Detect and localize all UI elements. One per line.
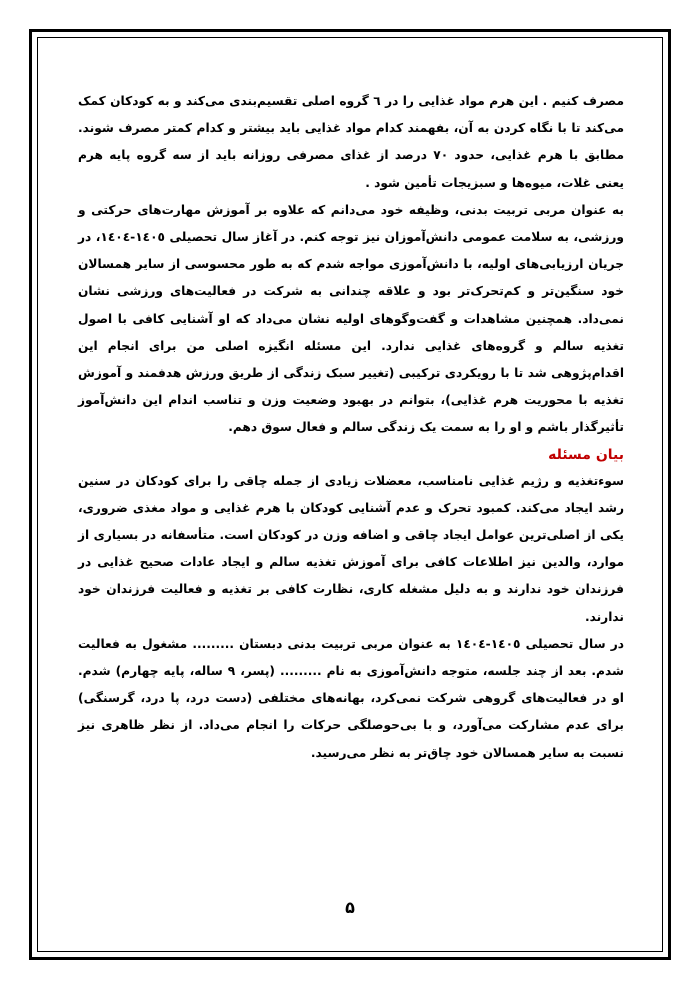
section-heading-problem-statement: بیان مسئله — [548, 446, 624, 463]
document-body — [78, 88, 624, 767]
paragraph-food-pyramid: مصرف کنیم . این هرم مواد غذایی را در ٦ گروه اصلی تقسیم‌بندی می‌کند و به کودکان کمک می‌کند تا با نگاه کردن به آن، بفهمند کدام مواد غذایی باید بیشتر و کدام کمتر مصرف شوند. مطابق با هرم غذایی، حدود ٧٠ درصد از غذای مصرفی روزانه باید از سه گروه پایه هرم یعنی غلات، میوه‌ها و سبزیجات تأمین شود . — [78, 94, 624, 190]
paragraph-student-case: در سال تحصیلی ١٤٠٥-١٤٠٤ به عنوان مربی تربیت بدنی دبستان ......... مشغول به فعالیت شدم. بعد از چند جلسه، متوجه دانش‌آموزی به نام ......... (پسر، ٩ ساله، پایه چهارم) شدم. او در فعالیت‌های گروهی شرکت نمی‌کرد، بهانه‌های مختلفی (دست درد، پا درد، گرسنگی) برای عدم مشارکت می‌آورد، و با بی‌حوصلگی حرکات را انجام می‌داد. از نظر ظاهری نیز نسبت به سایر همسالان خود چاق‌تر به نظر می‌رسید. — [78, 636, 624, 760]
paragraph-malnutrition: سوءتغذیه و رژیم غذایی نامناسب، معضلات زیادی از جمله چاقی را برای کودکان در سنین رشد ایجاد می‌کند. کمبود تحرک و عدم آشنایی کودکان با هرم غذایی و مواد مغذی ضروری، یکی از اصلی‌ترین عوامل ایجاد چاقی و اضافه وزن در کودکان است. متأسفانه در بسیاری از موارد، والدین نیز اطلاعات کافی برای آموزش تغذیه سالم و ایجاد عادات صحیح غذایی در فرزندان خود ندارند و به دلیل مشغله کاری، نظارت کافی بر تغذیه و فعالیت فرزندان خود ندارند. — [78, 473, 624, 624]
page-number: ۵ — [345, 898, 355, 917]
paragraph-teacher-role: به عنوان مربی تربیت بدنی، وظیفه خود می‌دانم که علاوه بر آموزش مهارت‌های حرکتی و ورزشی، به سلامت عمومی دانش‌آموزان نیز توجه کنم. در آغاز سال تحصیلی ١٤٠٥-١٤٠٤، در جریان ارزیابی‌های اولیه، با دانش‌آموزی مواجه شدم که به طور محسوسی از سایر همسالان خود سنگین‌تر و کم‌تحرک‌تر بود و علاقه چندانی به شرکت در فعالیت‌های ورزشی نشان نمی‌داد. همچنین مشاهدات و گفت‌وگوهای اولیه نشان می‌داد که او آشنایی کافی با اصول تغذیه سالم و گروه‌های غذایی ندارد. این مسئله انگیزه اصلی من برای انجام این اقدام‌پژوهی شد تا با رویکردی ترکیبی (تغییر سبک زندگی از طریق ورزش هدفمند و آموزش تغذیه با محوریت هرم غذایی)، بتوانم در بهبود وضعیت وزن و تناسب اندام این دانش‌آموز تأثیرگذار باشم و او را به سمت یک زندگی سالم و فعال سوق دهم. — [78, 202, 624, 435]
